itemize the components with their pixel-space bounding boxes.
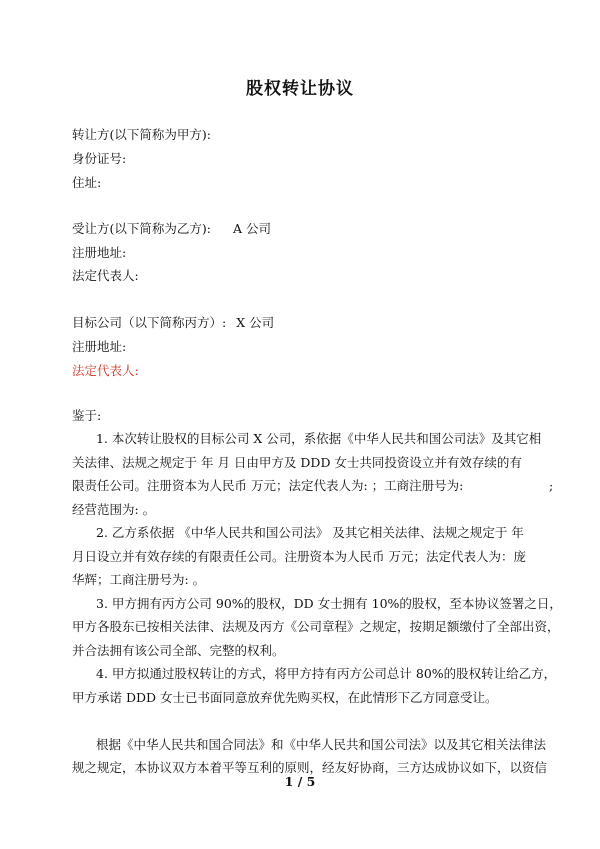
party-b-address-label: 注册地址: (72, 245, 127, 260)
page-number: 1 / 5 (284, 774, 316, 789)
party-c-name: X 公司 (236, 315, 275, 330)
party-c-rep-label: 法定代表人: (72, 363, 139, 378)
clause-4-line-1: 4. 甲方拟通过股权转让的方式，将甲方持有丙方公司总计 80%的股权转让给乙方， (96, 666, 557, 681)
party-b-name: A 公司 (232, 221, 271, 236)
party-c-label: 目标公司（以下简称丙方）: (72, 315, 227, 330)
closing-line-2: 规之规定，本协议双方本着平等互利的原则，经友好协商，三方达成协议如下，以资信 (72, 760, 548, 775)
party-c-address-label: 注册地址: (72, 339, 127, 354)
clause-1-semicolon: ; (549, 478, 554, 493)
document-title: 股权转让协议 (246, 79, 354, 99)
clause-2-line-1: 2. 乙方系依据 《中华人民共和国公司法》 及其它相关法律、法规之规定于 年 (96, 525, 524, 540)
whereas-heading: 鉴于: (72, 408, 102, 423)
party-b-rep-label: 法定代表人: (72, 268, 139, 283)
clause-1-line-2: 关法律、法规之规定于 年 月 日由甲方及 DDD 女士共同投资设立并有效存续的有 (72, 455, 522, 470)
clause-1-line-1: 1. 本次转让股权的目标公司 X 公司，系依据《中华人民共和国公司法》及其它相 (96, 431, 542, 446)
clause-3-line-2: 甲方各股东已按相关法律、法规及丙方《公司章程》之规定，按期足额缴付了全部出资， (72, 619, 560, 634)
clause-2-line-3: 华辉；工商注册号为: 。 (72, 572, 206, 587)
clause-1-line-3: 限责任公司。注册资本为人民币 万元；法定代表人为: ；工商注册号为: (72, 478, 464, 493)
clause-3-line-1: 3. 甲方拥有丙方公司 90%的股权，DD 女士拥有 10%的股权，至本协议签署之日， (96, 596, 562, 611)
party-b-line (72, 221, 271, 237)
party-a-id-label: 身份证号: (72, 151, 127, 166)
party-a-address-label: 住址: (72, 175, 102, 190)
clause-1-line-4: 经营范围为: 。 (72, 502, 156, 517)
party-c-line (72, 315, 274, 331)
clause-4-line-2: 甲方承诺 DDD 女士已书面同意放弃优先购买权，在此情形下乙方同意受让。 (72, 690, 498, 705)
party-b-label: 受让方(以下简称为乙方): (72, 221, 211, 236)
clause-3-line-3: 并合法拥有该公司全部、完整的权利。 (72, 643, 285, 658)
party-a-label: 转让方(以下简称为甲方): (72, 127, 211, 142)
clause-2-line-2: 月日设立并有效存续的有限责任公司。注册资本为人民币 万元；法定代表人为：庞 (72, 549, 526, 564)
closing-line-1: 根据《中华人民共和国合同法》和《中华人民共和国公司法》以及其它相关法律法 (96, 737, 547, 752)
